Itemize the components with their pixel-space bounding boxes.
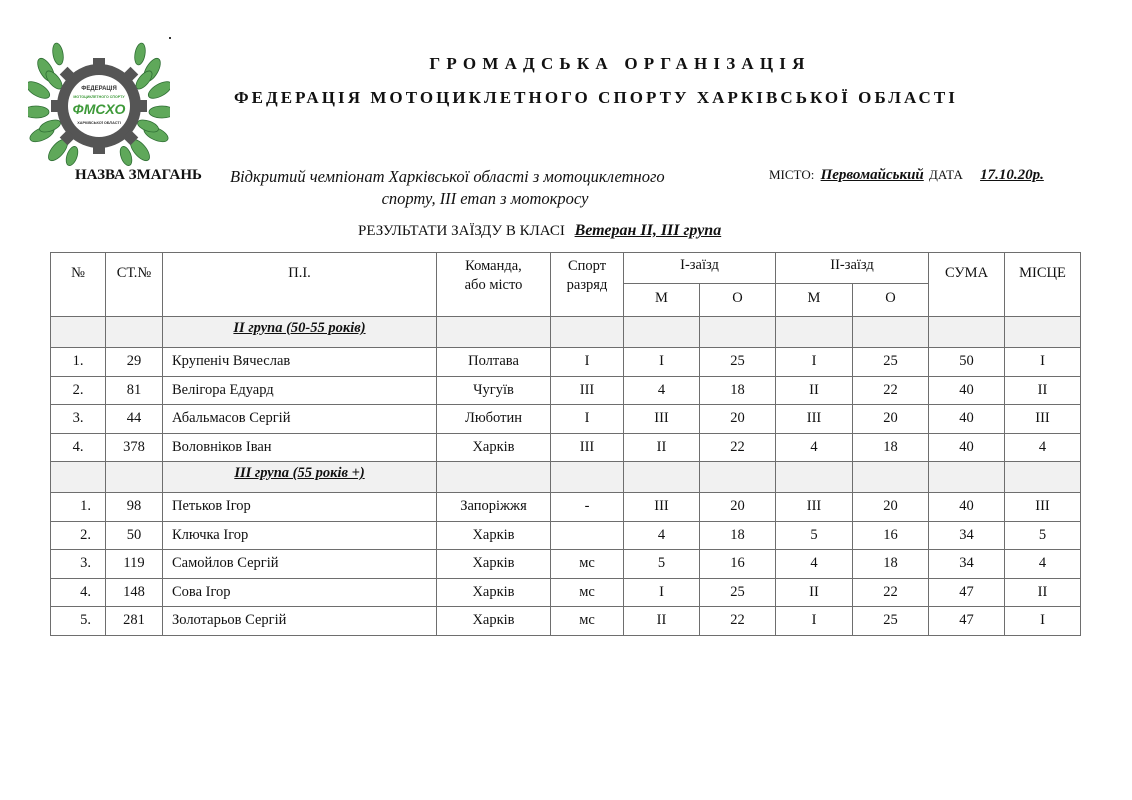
cell-no: 4.	[51, 433, 106, 462]
col-header-rank-line1: Спорт	[567, 258, 607, 274]
cell-name: Сова Ігор	[163, 578, 437, 607]
cell-rank: ІІІ	[551, 376, 624, 405]
cell-run2-m: ІІІ	[776, 405, 853, 434]
cell-no: 3.	[51, 550, 106, 579]
cell-sum: 40	[929, 493, 1005, 522]
cell-name: Самойлов Сергій	[163, 550, 437, 579]
svg-text:МОТОЦИКЛЕТНОГО СПОРТУ: МОТОЦИКЛЕТНОГО СПОРТУ	[73, 95, 125, 99]
group-row	[51, 317, 1081, 348]
cell-no: 1.	[51, 493, 106, 522]
cell-run1-o: 25	[700, 348, 776, 377]
table-row	[51, 493, 1081, 522]
results-table	[50, 252, 1081, 636]
cell-place: 4	[1005, 433, 1081, 462]
city-date-block	[769, 167, 1044, 184]
cell-sum: 34	[929, 521, 1005, 550]
table-row	[51, 521, 1081, 550]
cell-run1-m: ІІІ	[624, 405, 700, 434]
cell-run2-o: 22	[853, 376, 929, 405]
cell-run1-o: 18	[700, 521, 776, 550]
cell-run2-m: 4	[776, 433, 853, 462]
cell-start-no: 44	[106, 405, 163, 434]
cell-team: Чугуїв	[437, 376, 551, 405]
cell-name: Абальмасов Сергій	[163, 405, 437, 434]
cell-place: ІІІ	[1005, 405, 1081, 434]
cell-run2-m: 4	[776, 550, 853, 579]
col-header-run2: ІІ-заїзд	[776, 253, 929, 284]
competition-label: НАЗВА ЗМАГАНЬ	[75, 167, 202, 183]
cell-place: ІІ	[1005, 578, 1081, 607]
cell-run2-o: 22	[853, 578, 929, 607]
city-value: Первомайський	[820, 167, 924, 183]
cell-run1-o: 18	[700, 376, 776, 405]
cell-place: ІІІ	[1005, 493, 1081, 522]
cell-sum: 34	[929, 550, 1005, 579]
col-header-run1-m: М	[624, 284, 700, 317]
cell-team: Харків	[437, 550, 551, 579]
cell-place: 4	[1005, 550, 1081, 579]
cell-run2-o: 18	[853, 550, 929, 579]
cell-no: 2.	[51, 376, 106, 405]
cell-team: Харків	[437, 578, 551, 607]
col-header-no: №	[51, 253, 106, 317]
federation-logo	[28, 40, 170, 168]
cell-run2-o: 20	[853, 405, 929, 434]
col-header-team-line1: Команда,	[465, 258, 522, 274]
cell-start-no: 81	[106, 376, 163, 405]
cell-start-no: 50	[106, 521, 163, 550]
cell-place: ІІ	[1005, 376, 1081, 405]
cell-run2-o: 25	[853, 607, 929, 636]
cell-place: І	[1005, 348, 1081, 377]
competition-name	[230, 166, 740, 210]
org-subtitle: ФЕДЕРАЦІЯ МОТОЦИКЛЕТНОГО СПОРТУ ХАРКІВСЬКОЇ ОБЛАСТІ	[234, 88, 958, 107]
cell-run1-m: ІІ	[624, 607, 700, 636]
table-row	[51, 376, 1081, 405]
cell-team: Полтава	[437, 348, 551, 377]
cell-run2-o: 18	[853, 433, 929, 462]
competition-name-line2: спорту, ІІІ етап з мотокросу	[381, 189, 589, 208]
table-row	[51, 578, 1081, 607]
cell-start-no: 119	[106, 550, 163, 579]
cell-place: 5	[1005, 521, 1081, 550]
svg-text:ФМСХО: ФМСХО	[72, 101, 126, 117]
date-label: ДАТА	[929, 167, 963, 182]
stray-dot	[169, 37, 171, 39]
group-row	[51, 462, 1081, 493]
cell-run1-m: 4	[624, 521, 700, 550]
cell-sum: 50	[929, 348, 1005, 377]
cell-name: Крупеніч Вячеслав	[163, 348, 437, 377]
cell-rank	[551, 521, 624, 550]
cell-rank: І	[551, 348, 624, 377]
cell-run1-m: І	[624, 348, 700, 377]
cell-run1-o: 22	[700, 607, 776, 636]
cell-no: 4.	[51, 578, 106, 607]
col-header-sum: СУМА	[929, 253, 1005, 317]
cell-run1-o: 20	[700, 493, 776, 522]
cell-run2-m: ІІІ	[776, 493, 853, 522]
col-header-place: МІСЦЕ	[1005, 253, 1081, 317]
cell-rank: мс	[551, 550, 624, 579]
group-title: ІІІ група (55 років +)	[163, 462, 437, 493]
cell-name: Ключка Ігор	[163, 521, 437, 550]
table-row	[51, 405, 1081, 434]
results-class: Ветеран ІІ, ІІІ група	[574, 222, 722, 239]
svg-text:ФЕДЕРАЦІЯ: ФЕДЕРАЦІЯ	[81, 86, 117, 92]
cell-rank: -	[551, 493, 624, 522]
cell-name: Петьков Ігор	[163, 493, 437, 522]
cell-run2-o: 25	[853, 348, 929, 377]
col-header-run1-o: О	[700, 284, 776, 317]
cell-start-no: 281	[106, 607, 163, 636]
col-header-team-line2: або місто	[464, 277, 523, 293]
cell-run2-m: ІІ	[776, 376, 853, 405]
cell-run1-m: ІІ	[624, 433, 700, 462]
results-title-label: РЕЗУЛЬТАТИ ЗАЇЗДУ В КЛАСІ	[358, 223, 565, 239]
cell-run1-o: 16	[700, 550, 776, 579]
col-header-team	[437, 253, 551, 317]
city-label: МІСТО:	[769, 167, 815, 182]
cell-rank: І	[551, 405, 624, 434]
cell-no: 5.	[51, 607, 106, 636]
cell-no: 2.	[51, 521, 106, 550]
col-header-run2-o: О	[853, 284, 929, 317]
cell-run2-m: І	[776, 348, 853, 377]
cell-run1-m: І	[624, 578, 700, 607]
cell-sum: 47	[929, 607, 1005, 636]
cell-team: Запоріжжя	[437, 493, 551, 522]
table-row	[51, 348, 1081, 377]
col-header-start-no: СТ.№	[106, 253, 163, 317]
cell-run1-o: 22	[700, 433, 776, 462]
table-row	[51, 550, 1081, 579]
cell-run1-o: 20	[700, 405, 776, 434]
cell-rank: ІІІ	[551, 433, 624, 462]
cell-start-no: 98	[106, 493, 163, 522]
cell-team: Люботин	[437, 405, 551, 434]
table-row	[51, 433, 1081, 462]
cell-run2-o: 16	[853, 521, 929, 550]
competition-name-line1: Відкритий чемпіонат Харківської області з мотоциклетного	[230, 167, 665, 186]
date-value: 17.10.20р.	[980, 167, 1044, 183]
col-header-rank-line2: разряд	[566, 277, 608, 293]
cell-no: 3.	[51, 405, 106, 434]
cell-sum: 40	[929, 433, 1005, 462]
cell-start-no: 29	[106, 348, 163, 377]
org-title: ГРОМАДСЬКА ОРГАНІЗАЦІЯ	[429, 54, 811, 73]
cell-run2-o: 20	[853, 493, 929, 522]
cell-run1-o: 25	[700, 578, 776, 607]
cell-start-no: 148	[106, 578, 163, 607]
cell-run2-m: І	[776, 607, 853, 636]
cell-start-no: 378	[106, 433, 163, 462]
cell-name: Велігора Едуард	[163, 376, 437, 405]
cell-rank: мс	[551, 607, 624, 636]
cell-name: Золотарьов Сергій	[163, 607, 437, 636]
cell-team: Харків	[437, 433, 551, 462]
cell-sum: 40	[929, 376, 1005, 405]
results-title	[358, 222, 721, 240]
cell-run2-m: ІІ	[776, 578, 853, 607]
cell-run2-m: 5	[776, 521, 853, 550]
col-header-run2-m: М	[776, 284, 853, 317]
col-header-rank	[551, 253, 624, 317]
cell-team: Харків	[437, 607, 551, 636]
table-row	[51, 607, 1081, 636]
cell-run1-m: 5	[624, 550, 700, 579]
cell-name: Воловніков Іван	[163, 433, 437, 462]
svg-text:ХАРКІВСЬКОЇ ОБЛАСТІ: ХАРКІВСЬКОЇ ОБЛАСТІ	[77, 121, 121, 125]
col-header-name: П.І.	[163, 253, 437, 317]
cell-run1-m: ІІІ	[624, 493, 700, 522]
col-header-run1: І-заїзд	[624, 253, 776, 284]
group-title: ІІ група (50-55 років)	[163, 317, 437, 348]
cell-no: 1.	[51, 348, 106, 377]
cell-sum: 47	[929, 578, 1005, 607]
cell-place: І	[1005, 607, 1081, 636]
cell-team: Харків	[437, 521, 551, 550]
cell-run1-m: 4	[624, 376, 700, 405]
cell-rank: мс	[551, 578, 624, 607]
cell-sum: 40	[929, 405, 1005, 434]
